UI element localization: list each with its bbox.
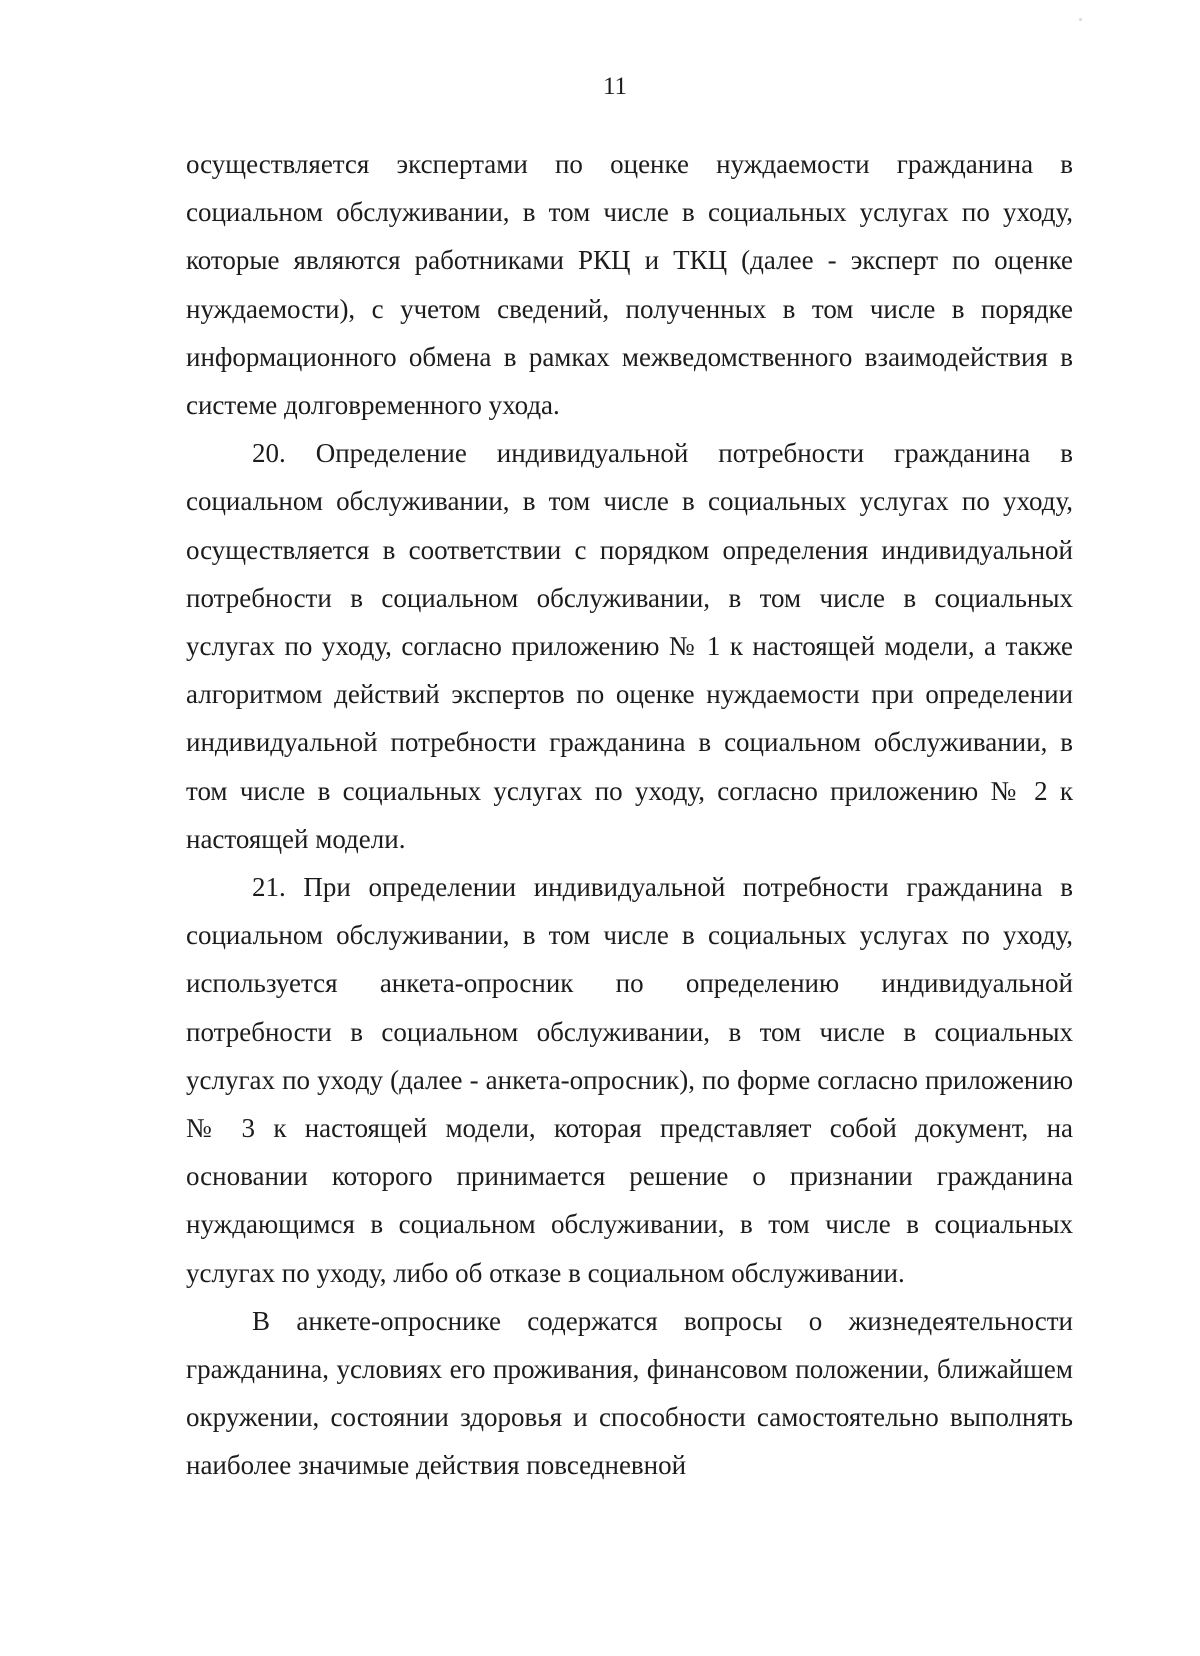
paragraph-questionnaire: В анкете-опроснике содержатся вопросы о жизнедеятельности гражданина, условиях его проживания, финансовом положении, ближайшем окружении, состоянии здоровья и способности самостоятельно выполнять наиболее значимые действия повседневной (186, 1305, 1073, 1481)
paragraph-item-20: 20. Определение индивидуальной потребности гражданина в социальном обслуживании, в том числе в социальных услугах по уходу, осуществляется в соответствии с порядком определения индивидуальной потребности в социальном обслуживании, в том числе в социальных услугах по уходу, согласно приложению № 1 к настоящей модели, а также алгоритмом действий экспертов по оценке нуждаемости при определении индивидуальной потребности гражданина в социальном обслуживании, в том числе в социальных услугах по уходу, согласно приложению № 2 к настоящей модели. (186, 438, 1073, 854)
paragraph-item-21: 21. При определении индивидуальной потребности гражданина в социальном обслуживании, в том числе в социальных услугах по уходу, используется анкета-опросник по определению индивидуальной потребности в социальном обслуживании, в том числе в социальных услугах по уходу (далее - анкета-опросник), по форме согласно приложению № 3 к настоящей модели, которая представляет собой документ, на основании которого принимается решение о признании гражданина нуждающимся в социальном обслуживании, в том числе в социальных услугах по уходу, либо об отказе в социальном обслуживании. (186, 872, 1073, 1288)
document-body (186, 140, 1073, 1490)
page-number: 11 (602, 73, 628, 100)
paragraph-continuation: осуществляется экспертами по оценке нуждаемости гражданина в социальном обслуживании, в том числе в социальных услугах по уходу, которые являются работниками РКЦ и ТКЦ (далее - эксперт по оценке нуждаемости), с учетом сведений, полученных в том числе в порядке информационного обмена в рамках межведомственного взаимодействия в системе долговременного ухода. (186, 149, 1073, 421)
scan-speck (1079, 18, 1082, 21)
